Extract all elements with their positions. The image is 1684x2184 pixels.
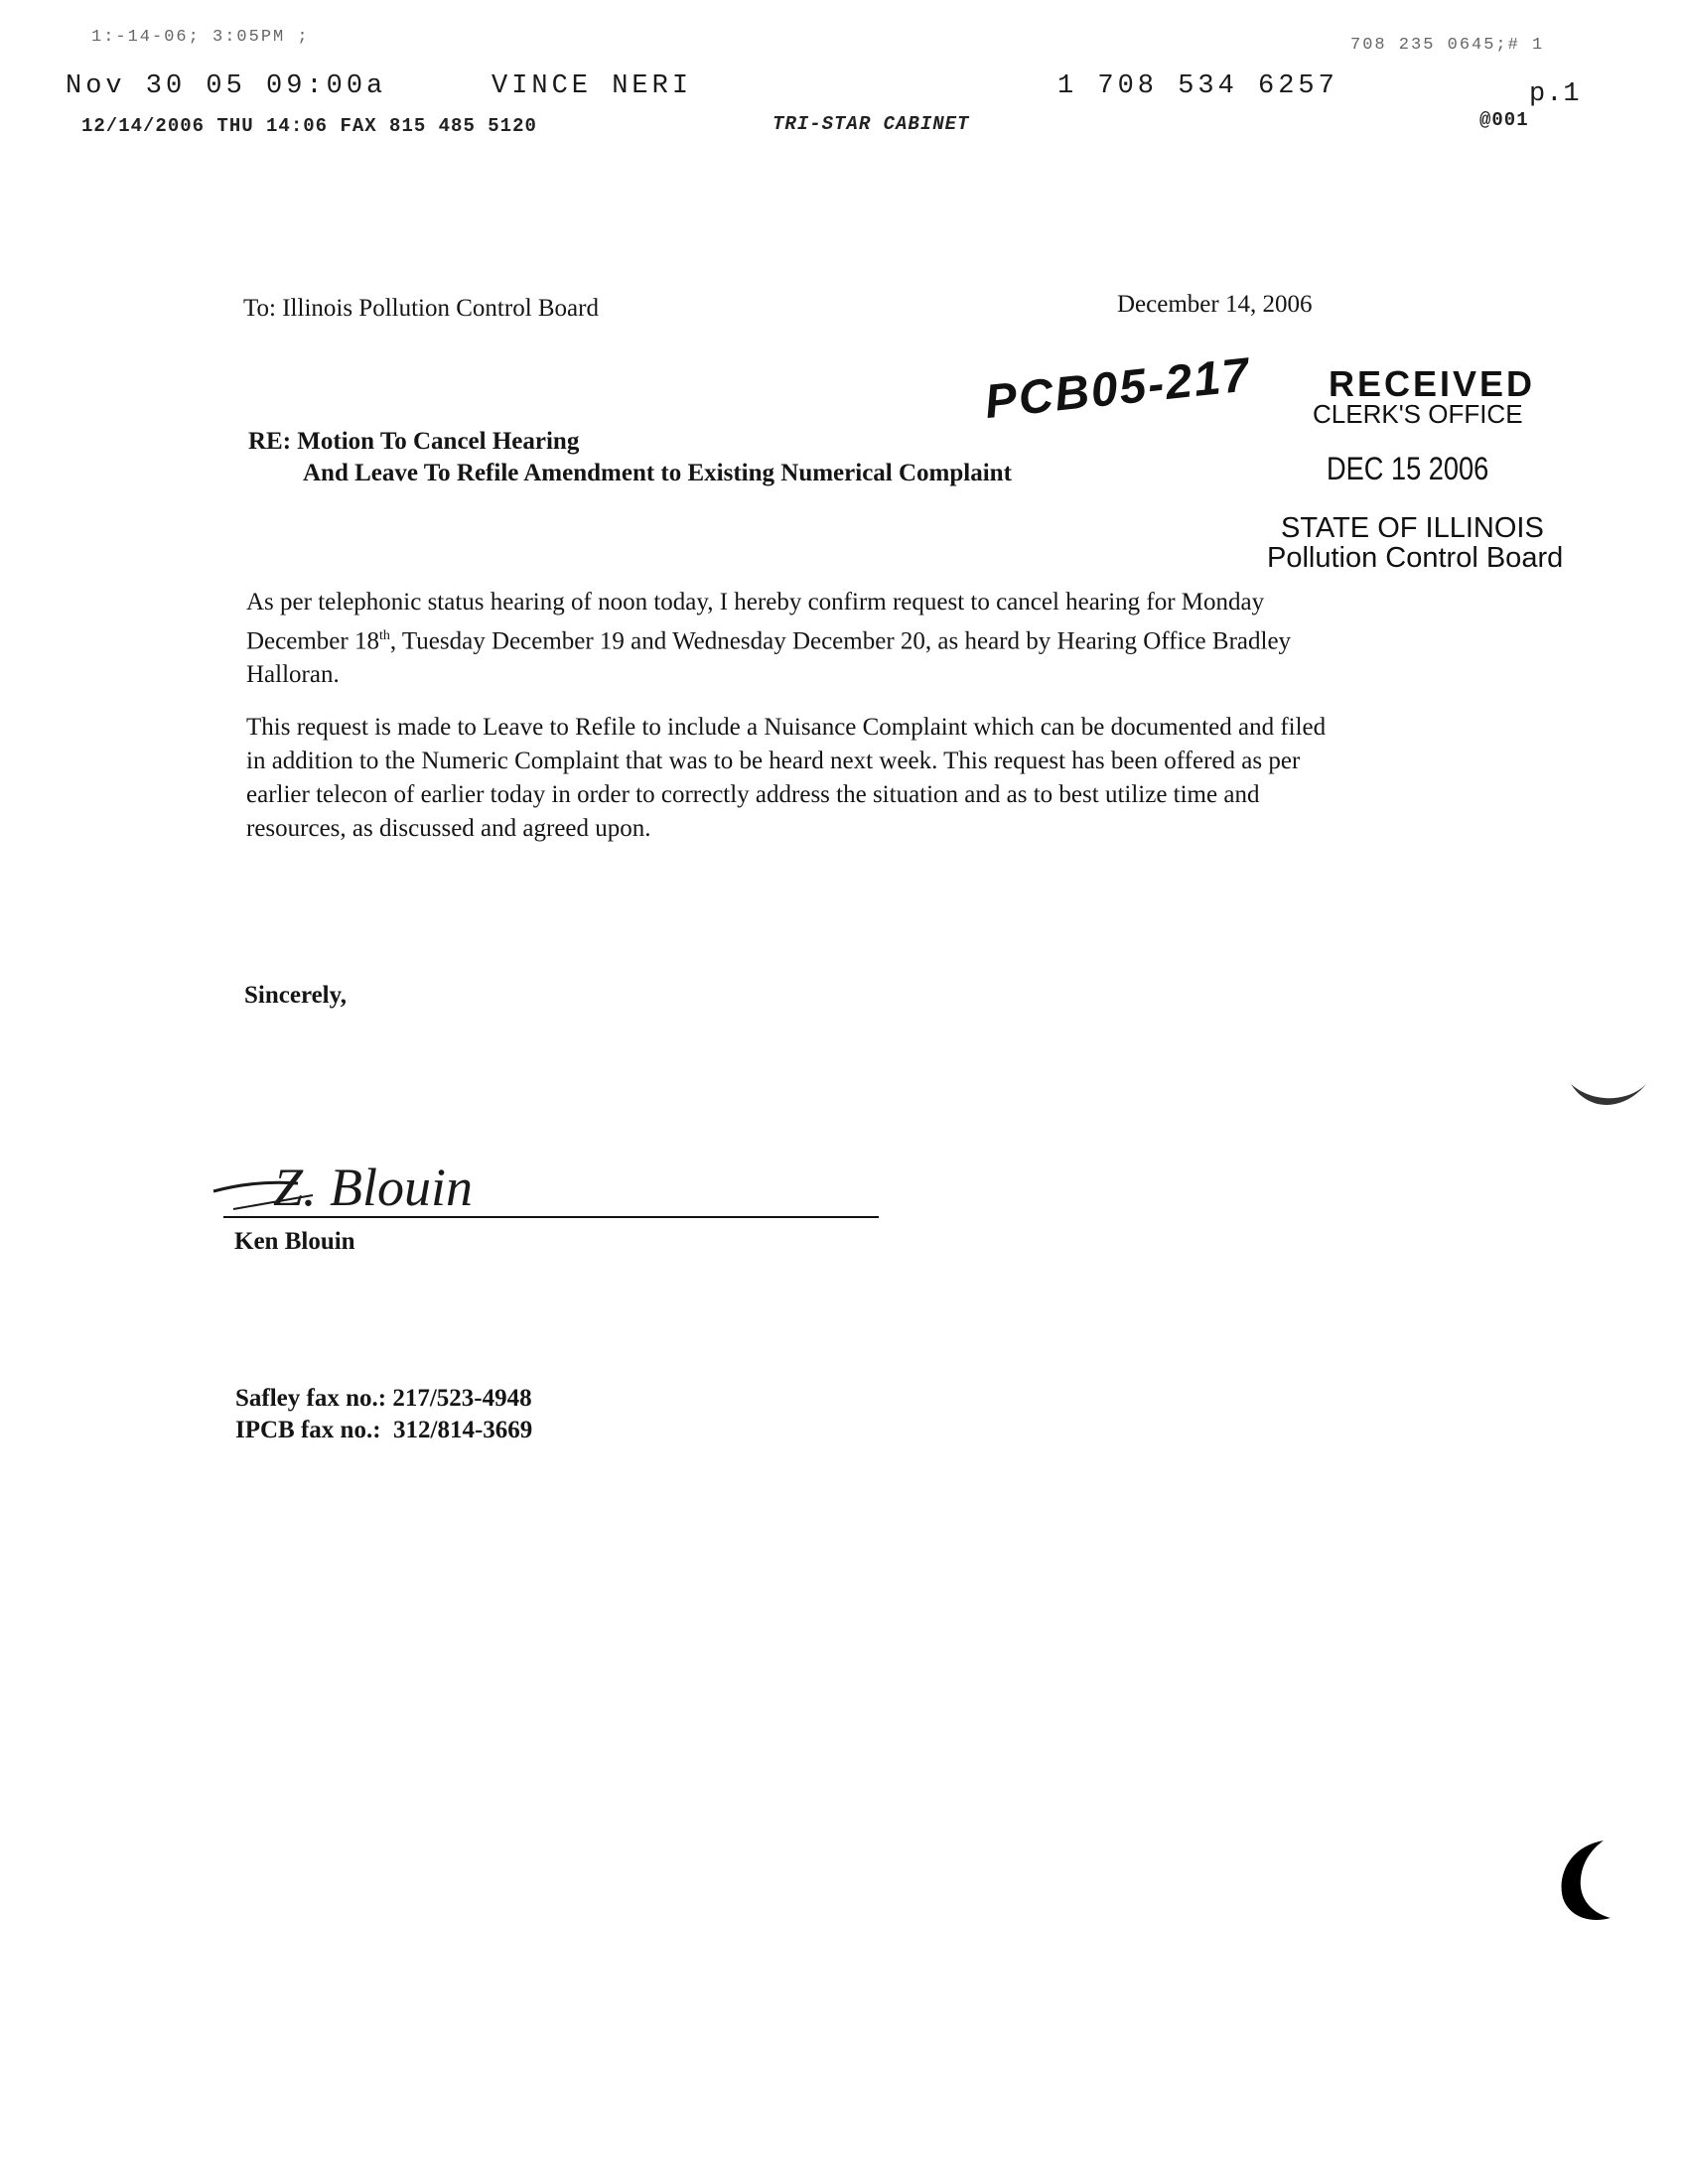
paragraph-2: This request is made to Leave to Refile to include a Nuisance Complaint which can be documented and filed in addition to the Numeric Complaint that was to be heard next week. This request has been offered as per earlier telecon of earlier today in order to correctly address the situation and as to best utilize time and resources, as discussed and agreed upon. [246, 714, 1327, 842]
signature-text: Z. Blouin [273, 1158, 474, 1217]
fax-number-ipcb: IPCB fax no.: 312/814-3669 [235, 1417, 533, 1443]
paragraph-1-superscript: th [378, 628, 390, 643]
fax-header-company: TRI-STAR CABINET [772, 113, 970, 135]
subject-line-2: And Leave To Refile Amendment to Existing Numerical Complaint [303, 460, 1012, 486]
stamp-date: DEC 15 2006 [1327, 451, 1489, 486]
fax-header-line2-left: 12/14/2006 THU 14:06 FAX 815 485 5120 [81, 115, 537, 137]
subject-line-1: RE: Motion To Cancel Hearing [248, 428, 580, 455]
stamp-board: Pollution Control Board [1267, 542, 1564, 574]
paragraph-1-text-b: , Tuesday December 19 and Wednesday December 20, as heard by Hearing Office Bradley Halloran. [246, 627, 1292, 689]
fax-header-sender-name: VINCE NERI [491, 71, 693, 101]
letter-recipient: To: Illinois Pollution Control Board [243, 295, 599, 322]
fax-header-line1-left: Nov 30 05 09:00a [66, 71, 387, 101]
letter-closing: Sincerely, [244, 982, 348, 1009]
handwritten-docket-number: PCB05-217 [982, 348, 1254, 430]
paragraph-1 [246, 586, 1348, 692]
scan-artifact-punch-hole [1549, 1837, 1618, 1926]
fax-number-safley: Safley fax no.: 217/523-4948 [235, 1385, 532, 1412]
fax-header-sender-phone: 1 708 534 6257 [1057, 71, 1338, 101]
fax-header-line0-left: 1:-14-06; 3:05PM ; [91, 28, 310, 47]
fax-header-line0-right: 708 235 0645;# 1 [1350, 36, 1545, 55]
letter-date: December 14, 2006 [1117, 291, 1313, 318]
stamp-state: STATE OF ILLINOIS [1281, 512, 1544, 544]
stamp-received: RECEIVED [1329, 363, 1536, 404]
fax-header-page-number: p.1 [1529, 79, 1581, 109]
signature-graphic [204, 1154, 899, 1223]
paragraph-1-text-a: As per telephonic status hearing of noon today, I hereby confirm request to cancel hearing for Monday December 18 [246, 589, 1265, 655]
scan-artifact-smudge [1569, 1072, 1648, 1122]
fax-header-page-code: @001 [1479, 109, 1529, 131]
stamp-clerks-office: CLERK'S OFFICE [1313, 399, 1523, 429]
signer-name: Ken Blouin [234, 1228, 355, 1255]
